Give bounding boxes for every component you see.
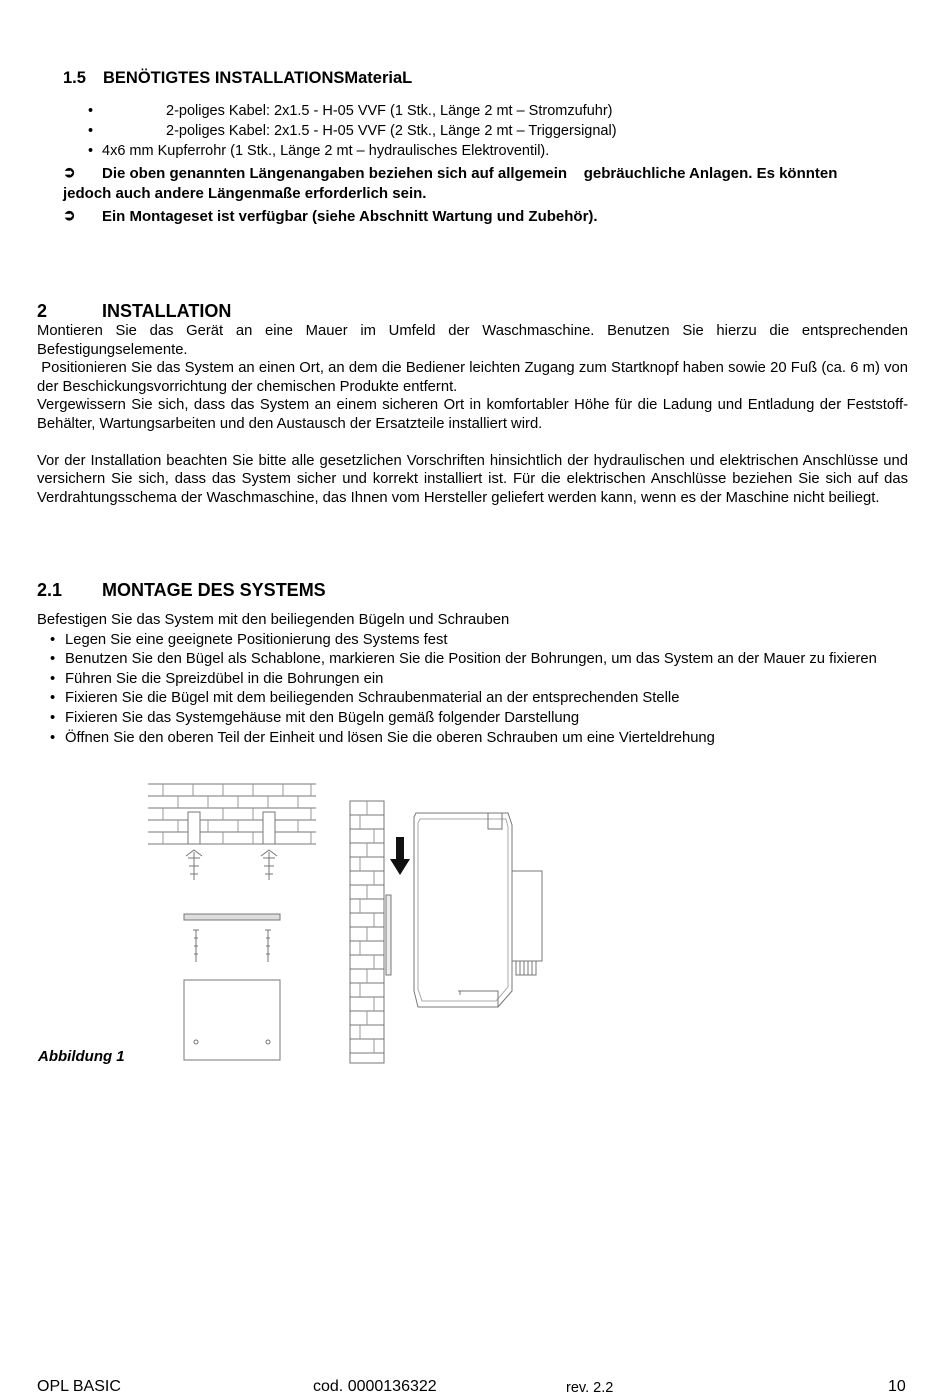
montage-steps [37,611,908,748]
mounting-parts-illustration [148,782,320,1072]
footer-code: cod. 0000136322 [313,1378,437,1395]
unit-side-mounting-illustration [348,795,548,1067]
arrow-icon: ➲ [63,164,76,181]
material-item-2: 2-poliges Kabel: 2x1.5 - H-05 VVF (2 Stk., Länge 2 mt – Triggersignal) [166,123,617,139]
section-title-installation: INSTALLATION [102,301,232,321]
list-bullet: • [88,143,94,159]
list-item: • Führen Sie die Spreizdübel in die Bohrungen ein [37,670,908,690]
section-title: BENÖTIGTES INSTALLATIONSMateriaL [103,69,413,87]
list-item: • Fixieren Sie das Systemgehäuse mit den Bügeln gemäß folgender Darstellung [37,709,908,729]
list-bullet: • [88,103,94,119]
material-item-1: 2-poliges Kabel: 2x1.5 - H-05 VVF (1 Stk., Länge 2 mt – Stromzufuhr) [166,103,613,119]
arrow-down-icon [390,837,410,875]
footer-revision: rev. 2.2 [566,1380,614,1396]
list-item: • Öffnen Sie den oberen Teil der Einheit und lösen Sie die oberen Schrauben um eine Vierteldrehung [37,729,908,749]
section-number: 2 [37,301,48,321]
figure-caption: Abbildung 1 [38,1048,125,1065]
list-item: • Legen Sie eine geeignete Positionierung des Systems fest [37,631,908,651]
section-title-montage: MONTAGE DES SYSTEMS [102,580,326,600]
section-number: 1.5 [63,69,86,87]
note-length-line-1: Die oben genannten Längenangaben beziehen sich auf allgemein gebräuchliche Anlagen. Es könnten [102,165,838,182]
paragraph: Montieren Sie das Gerät an eine Mauer im Umfeld der Waschmaschine. Benutzen Sie hierzu die entsprechenden Befestigungselemente. [37,323,908,358]
paragraph: Vergewissern Sie sich, dass das System an einem sicheren Ort in komfortabler Höhe für die Ladung und Entladung der Feststoff-Behälter, Wartungsarbeiten und den Austausch der Ersatzteile installiert wird. [37,397,908,432]
list-item: • Fixieren Sie die Bügel mit dem beiliegenden Schraubenmaterial an der entsprechenden Stelle [37,689,908,709]
paragraph: Positionieren Sie das System an einen Ort, an dem die Bediener leichten Zugang zum Startknopf haben sowie 20 Fuß (ca. 6 m) von der Beschickungsvorrichtung der chemischen Produkte entfernt. [37,360,913,395]
note-mounting-kit: Ein Montageset ist verfügbar (siehe Abschnitt Wartung und Zubehör). [102,208,598,225]
list-item: • Benutzen Sie den Bügel als Schablone, markieren Sie die Position der Bohrungen, um das System an der Mauer zu fixieren [37,650,908,670]
installation-text [37,322,913,507]
montage-intro: Befestigen Sie das System mit den beiliegenden Bügeln und Schrauben [37,612,510,628]
footer-product: OPL BASIC [37,1378,121,1395]
list-bullet: • [88,123,94,139]
arrow-icon: ➲ [63,207,76,224]
material-item-3: 4x6 mm Kupferrohr (1 Stk., Länge 2 mt – hydraulisches Elektroventil). [102,143,550,159]
section-number: 2.1 [37,580,63,600]
page-number: 10 [888,1378,906,1395]
section-heading-1-5 [63,69,412,88]
paragraph: Vor der Installation beachten Sie bitte alle gesetzlichen Vorschriften hinsichtlich der hydraulischen und elektrischen Anschlüsse und versichern Sie sich, dass das System sicher und korrekt installiert ist. Für die elektrischen Anschlüsse beziehen Sie sich auf das Verdrahtungsschema der Waschmaschine, das Ihnen vom Hersteller geliefert werden kann, wenn es der Maschine nicht beiliegt. [37,452,908,506]
note-length-line-2: jedoch auch andere Längenmaße erforderlich sein. [63,185,427,202]
